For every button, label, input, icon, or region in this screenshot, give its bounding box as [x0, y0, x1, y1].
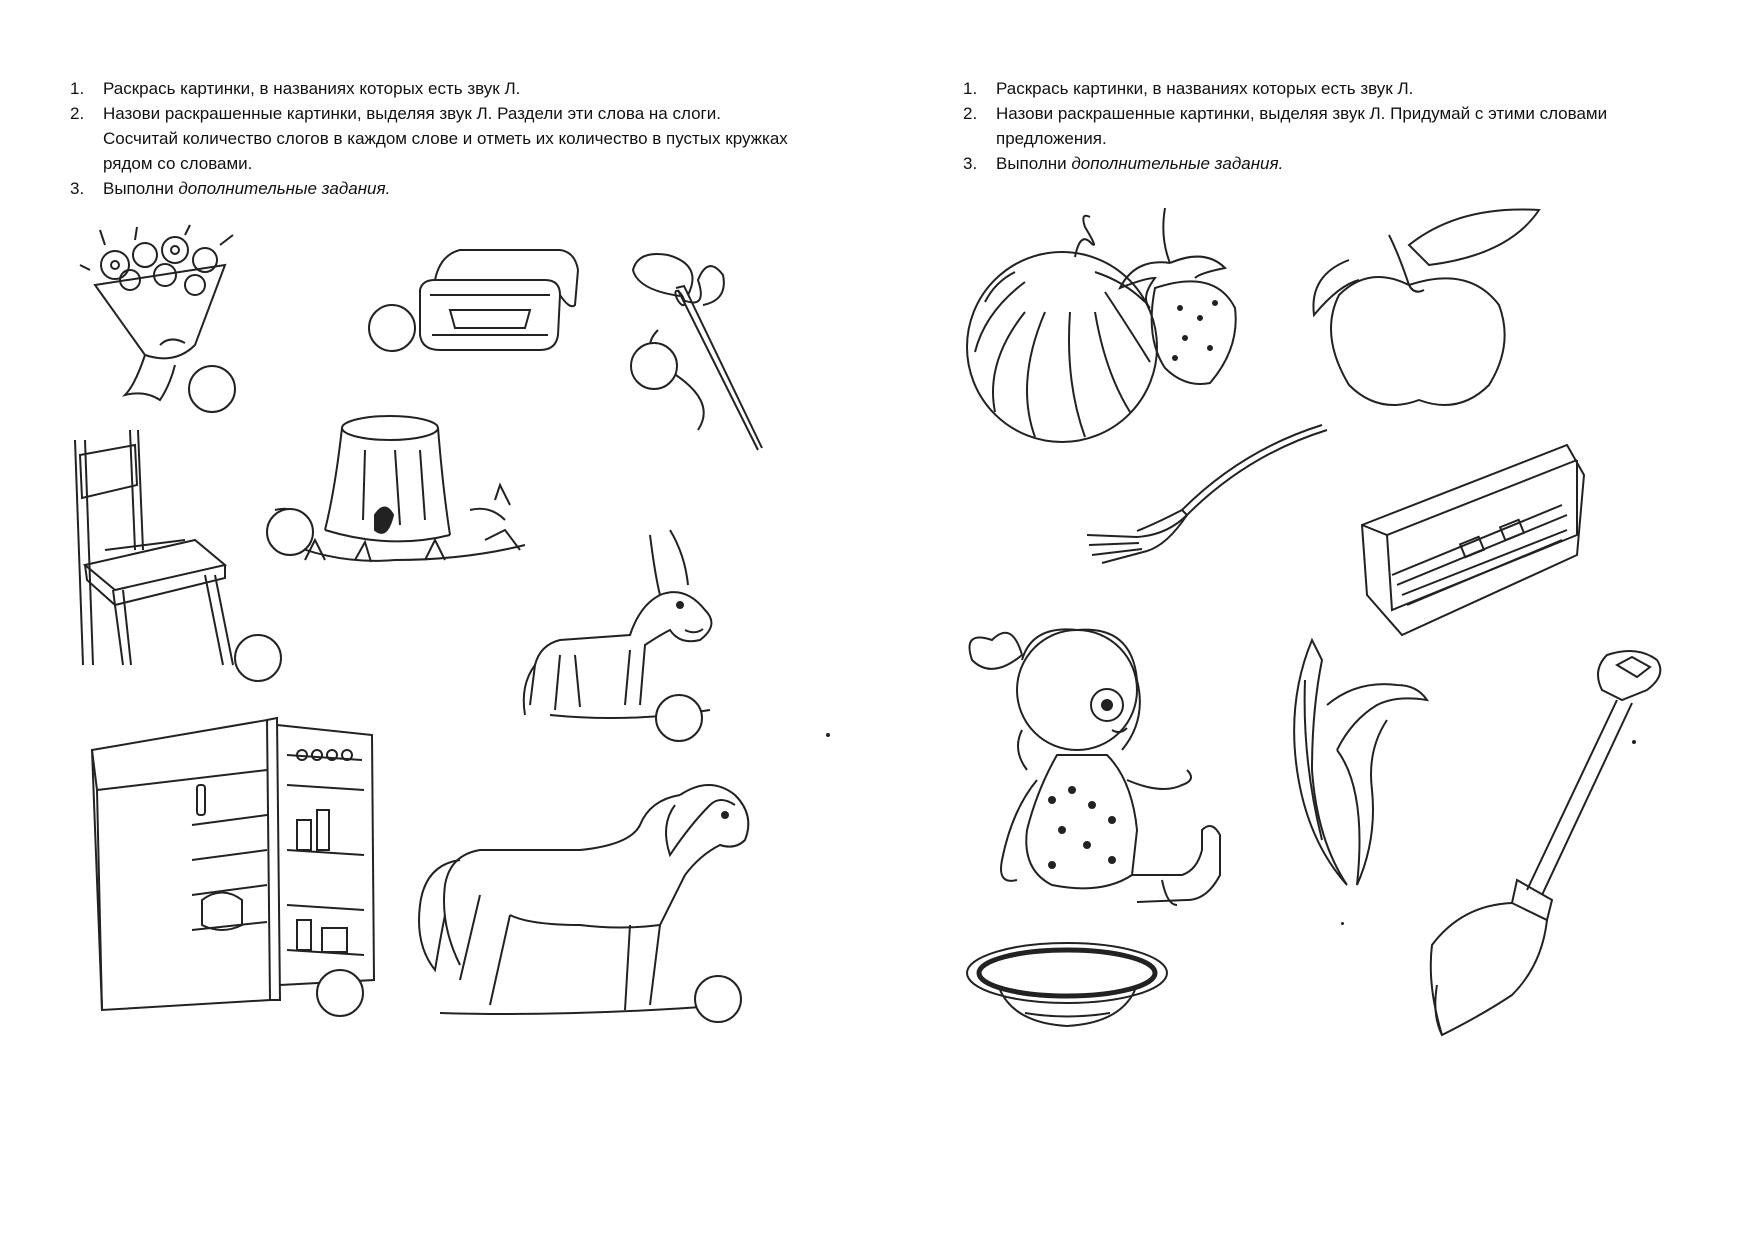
- apple-picture: [1309, 205, 1544, 415]
- pencil-case-picture: [1362, 445, 1587, 645]
- instruction-item: [70, 76, 790, 101]
- soap-dish-picture: [410, 240, 580, 360]
- strawberry-picture: [1115, 208, 1245, 388]
- syllable-circle[interactable]: [630, 342, 678, 390]
- instruction-number: 2.: [70, 104, 85, 123]
- instruction-item: [70, 176, 790, 201]
- instruction-number: 1.: [963, 79, 978, 98]
- instructions-list: [963, 76, 1683, 176]
- instruction-text: Раскрась картинки, в названиях которых есть звук Л.: [996, 79, 1414, 98]
- syllable-circle[interactable]: [316, 969, 364, 1017]
- right-page: [877, 0, 1754, 1240]
- syllable-circle[interactable]: [266, 508, 314, 556]
- instruction-emphasis: дополнительные задания.: [178, 179, 391, 198]
- instruction-item: [963, 151, 1683, 176]
- donkey-picture: [520, 525, 730, 720]
- instruction-number: 2.: [963, 104, 978, 123]
- instruction-text: Назови раскрашенные картинки, выделяя звук Л. Раздели эти слова на слоги. Сосчитай количество слогов в каждом слове и отметь их количество в пустых кружках рядом со словами.: [103, 104, 788, 173]
- page-speck: [826, 733, 830, 737]
- instruction-number: 1.: [70, 79, 85, 98]
- stump-picture: [275, 410, 530, 580]
- instruction-number: 3.: [70, 179, 85, 198]
- instruction-item: [963, 76, 1683, 101]
- instruction-text: Выполни: [103, 179, 179, 198]
- instruction-text: Раскрась картинки, в названиях которых есть звук Л.: [103, 79, 521, 98]
- doll-picture: [962, 620, 1237, 905]
- shovel-picture: [1422, 645, 1687, 1040]
- instruction-item: [963, 101, 1683, 151]
- syllable-circle[interactable]: [188, 365, 236, 413]
- instruction-item: [70, 101, 790, 176]
- fork-picture: [1087, 425, 1332, 565]
- chair-picture: [75, 430, 240, 675]
- instruction-emphasis: дополнительные задания.: [1071, 154, 1284, 173]
- syllable-circle[interactable]: [655, 694, 703, 742]
- page-speck: [1632, 740, 1636, 744]
- syllable-circle[interactable]: [368, 304, 416, 352]
- banana-peel-picture: [1277, 640, 1432, 885]
- syllable-circle[interactable]: [694, 975, 742, 1023]
- instruction-text: Назови раскрашенные картинки, выделяя звук Л. Придумай с этими словами предложения.: [996, 104, 1608, 148]
- instructions-list: [70, 76, 790, 201]
- instruction-text: Выполни: [996, 154, 1072, 173]
- syllable-circle[interactable]: [234, 634, 282, 682]
- instruction-number: 3.: [963, 154, 978, 173]
- page-speck: [1341, 922, 1344, 925]
- plate-picture: [965, 938, 1170, 1038]
